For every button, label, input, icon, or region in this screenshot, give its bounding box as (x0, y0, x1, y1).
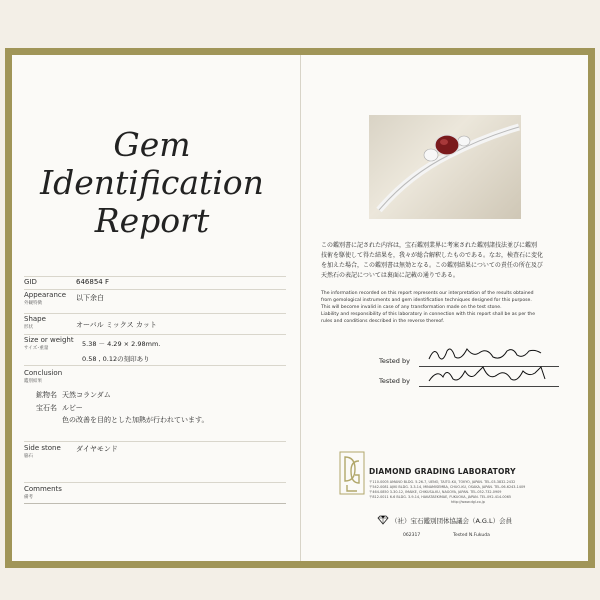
size-sub: サイズ･重量 (24, 346, 49, 351)
divider (24, 441, 286, 442)
shape-value: オーバル ミックス カット (76, 321, 157, 329)
signature-1 (425, 343, 545, 365)
report-title-line3: Report (94, 201, 210, 240)
gem-photo (369, 115, 521, 219)
en-text-2: from gemological instruments and gem identification techniques designed for this purpose. (321, 298, 532, 303)
gem-label: 宝石名 (36, 404, 57, 412)
appearance-sub: 外観特徴 (24, 301, 42, 306)
shape-label: Shape (24, 315, 46, 323)
appearance-value: 以下余白 (76, 294, 104, 302)
lab-name: DIAMOND GRADING LABORATORY (369, 467, 516, 476)
en-text-3: This will become invalid in case of any transformation made on the test stone. (321, 305, 502, 310)
conclusion-sub: 鑑別結果 (24, 379, 42, 384)
side-stone-value: ダイヤモンド (76, 445, 118, 453)
appearance-label: Appearance (24, 291, 67, 299)
address-line-4: 〒812-0011 6-6 BLDG. 3-9-14, HAKATAEKIMAE, FUKUOKA, JAPAN. TEL.092-414-0065 (369, 495, 512, 499)
report-title-line1: Gem (113, 125, 191, 164)
divider (24, 503, 286, 504)
address-line-2: 〒542-0081 AJIKI BLDG. 3-3-14, MINAMISEMBA, CHUO-KU, OSAKA, JAPAN. TEL.06-6243-1409 (369, 485, 526, 489)
address-line-1: 〒110-0005 AMANO BLDG. 5-26-7, UENO, TAITO-KU, TOKYO, JAPAN. TEL.03-3832-2432 (369, 480, 516, 484)
gem-value: ルビー (62, 404, 83, 412)
shape-sub: 形状 (24, 325, 33, 330)
en-text-1: The information recorded on this report represents our interpretation of the results obtained (321, 291, 534, 296)
gid-value: 646854 F (76, 278, 109, 286)
side-stone-label: Side stone (24, 444, 61, 452)
tested-by-label-1: Tested by (379, 357, 410, 365)
conclusion-label: Conclusion (24, 369, 63, 377)
weight-value: 0.58 , 0.12の刻印あり (82, 355, 150, 363)
side-stone-sub: 脇石 (24, 454, 33, 459)
serial-number: 062317 (403, 533, 421, 538)
en-text-4: Liability and responsibility of this laboratory in connection with this report shall be as per the (321, 312, 536, 317)
report-title-line2: Identification (40, 163, 264, 202)
divider (24, 289, 286, 290)
divider (24, 334, 286, 335)
tested-by-label-2: Tested by (379, 377, 410, 385)
ring-image (369, 115, 521, 219)
certificate-frame (5, 48, 595, 568)
diamond-icon (377, 515, 389, 525)
left-page (12, 55, 300, 561)
size-value: 5.38 － 4.29 × 2.98mm. (82, 340, 161, 348)
mineral-label: 鉱物名 (36, 391, 57, 399)
dgl-logo-icon (339, 451, 365, 495)
mineral-value: 天然コランダム (62, 391, 111, 399)
divider (24, 276, 286, 277)
comments-sub: 備考 (24, 495, 33, 500)
association-membership: （社）宝石鑑別団体協議会（A.G.L）会員 (391, 517, 513, 525)
right-page (301, 55, 588, 561)
address-line-3: 〒464-0850 3-30-12, IMAIKE, CHIKUSA-KU, NAGOYA, JAPAN. TEL.052-732-0909 (369, 490, 502, 494)
gid-label: GID (24, 278, 37, 286)
divider (24, 313, 286, 314)
treatment-note: 色の改善を目的とした加熱が行われています。 (62, 416, 209, 424)
jp-text-4: 天然石の表記については裏面に記載の通りである。 (321, 272, 459, 279)
size-label: Size or weight (24, 336, 74, 344)
jp-text-1: この鑑別書に記された内容は，宝石鑑別業界に考案された鑑別諸技法並びに鑑別 (321, 242, 538, 249)
website: http://www.dgl.co.jp (451, 500, 485, 504)
divider (24, 482, 286, 483)
certificate-paper (12, 55, 588, 561)
tested-note: Tested N.Fukuda (453, 533, 490, 538)
signature-2 (425, 363, 555, 387)
jp-text-3: を加えた場合，この鑑別書は無効となる。この鑑別結果についての責任の所在及び (321, 262, 543, 269)
comments-label: Comments (24, 485, 62, 493)
jp-text-2: 技術を駆使して得た結果を，我々が総合解釈したものである。なお，検査石に変化 (321, 252, 544, 259)
divider (24, 365, 286, 366)
en-text-5: rules and conditions described in the reverse thereof. (321, 319, 444, 324)
